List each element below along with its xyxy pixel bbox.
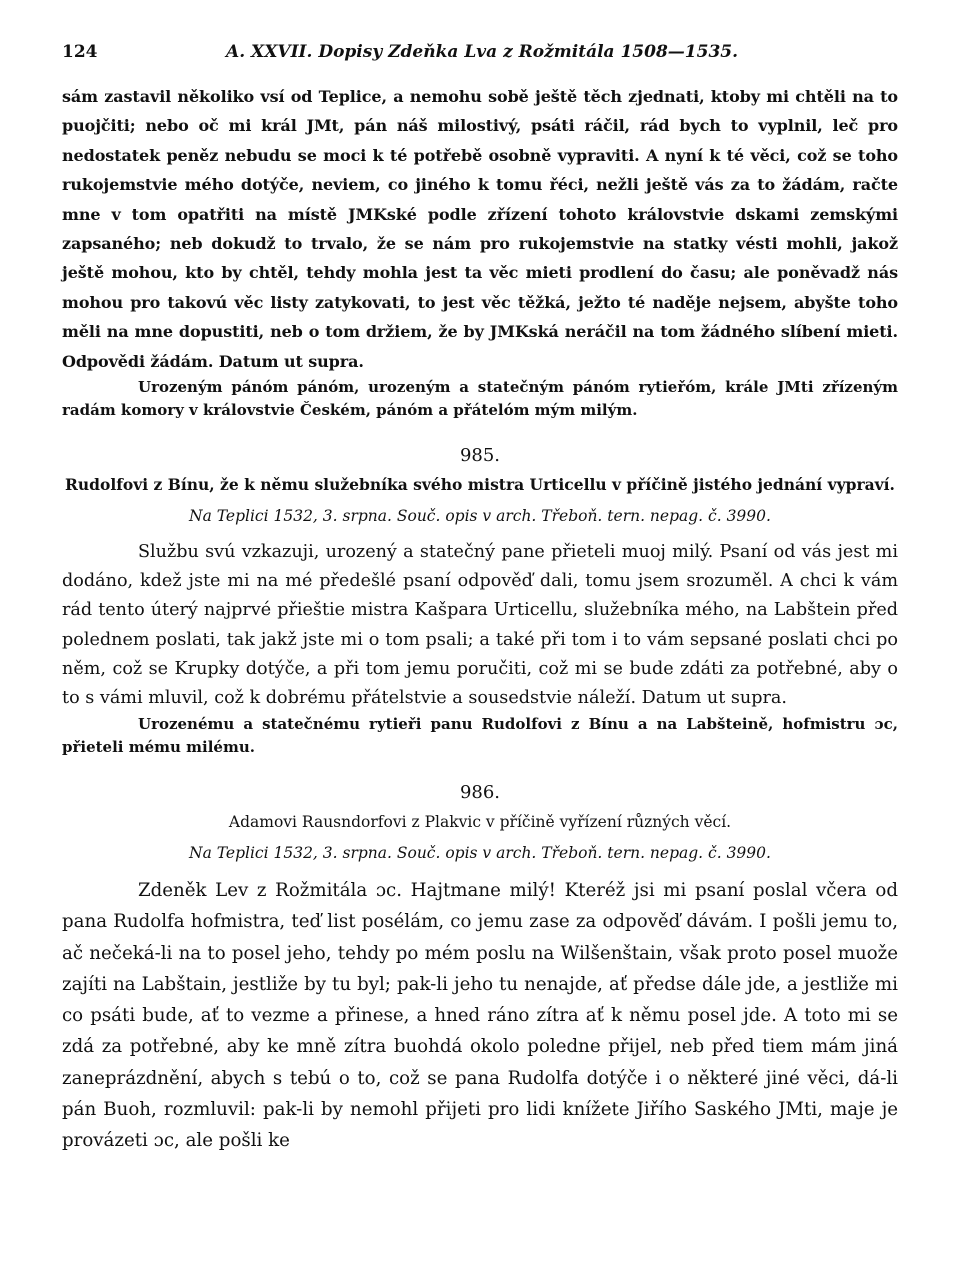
page-header xyxy=(62,38,898,82)
letter-985 xyxy=(62,444,898,759)
document-page xyxy=(62,38,898,1156)
page-number: 124 xyxy=(62,42,98,62)
letter-summary: Adamovi Rausndorfovi z Plakvic v příčině vyřízení různých věcí. xyxy=(228,813,732,832)
continuation-address: Urozeným pánóm pánóm, urozeným a statečným pánóm rytieřóm, krále JMti zřízeným radám komory v královstvie Českém, pánóm a přátelóm mým milým. xyxy=(62,378,898,420)
continuation-text: sám zastavil několiko vsí od Teplice, a nemohu sobě ještě těch zjednati, ktoby mi chtěli na to puojčiti; nebo oč mi král JMt, pán náš milostivý, psáti ráčil, rád bych to vyplnil, leč pro nedostatek peněz nebudu se moci k té potřebě osobně vypraviti. A nyní k té věci, což se toho rukojemstvie mého dotýče, neviem, co jiného k tomu řéci, nežli ještě vás za to žádám, račte mne v tom opatřiti na místě JMKské podle zřízení tohoto královstvie dskami zemskými zapsaného; neb dokudž to trvalo, že se nám pro rukojemstvie na statky vésti mohli, jakož ještě mohou, kto by chtěl, tehdy mohla jest ta věc mieti prodlení do času; ale poněvadž nás mohou pro takovú věc listy zatykovati, to jest věc těžká, ježto té naděje nejsem, abyšte toho měli na mne dopustiti, neb o tom držiem, že by JMKská neráčil na tom žádného slíbení mieti. Odpovědi žádám. Datum ut supra. xyxy=(62,87,898,371)
letter-address: Urozenému a statečnému rytieři panu Rudolfovi z Bínu a na Labšteině, hofmistru ɔc, přieteli mému milému. xyxy=(62,715,898,757)
letter-number: 986. xyxy=(459,782,501,804)
letter-number: 985. xyxy=(459,445,501,467)
running-title: A. XXVII. Dopisy Zdeňka Lva z Rožmitála 1508—1535. xyxy=(226,42,739,62)
letter-body: Službu svú vzkazuji, urozený a statečný pane přieteli muoj milý. Psaní od vás jest mi dodáno, kdež jste mi na mé předešlé psaní odpověď dali, tomu jsem srozuměl. A chci k vám rád tento úterý najprvé přieštie mistra Kašpara Urticellu, služebníka mého, na Labštein před polednem poslati, tak jakž jste mi o tom psali; a také při tom i to vám sepsané poslati chci po něm, což se Krupky dotýče, a při tom jemu poručiti, což mi se bude zdáti za potřebné, aby o to s vámi mluvil, což k dobrému přátelstvie a sousedstvie náleží. Datum ut supra. xyxy=(62,542,898,709)
letter-986 xyxy=(62,781,898,1156)
letter-summary: Rudolfovi z Bínu, že k němu služebníka svého mistra Urticellu v příčině jistého jednání vypraví. xyxy=(65,475,895,495)
letter-body: Zdeněk Lev z Rožmitála ɔc. Hajtmane milý! Kteréž jsi mi psaní poslal včera od pana Rudolfa hofmistra, teď list posélám, co jemu zase za odpověď dávám. I pošli jemu to, ač nečeká-li na to posel jeho, tehdy po mém poslu na Wilšenštain, však proto posel muože zajíti na Labštain, jestliže by tu byl; pak-li jeho tu nenajde, ať předse dále jde, a jestliže mi co psáti bude, ať to vezme a přinese, a hned ráno zítra ať k němu posel jde. A toto mi se zdá za potřebné, aby ke mně zítra buohdá okolo poledne přijel, neb před tiem mám jiná zaneprázdnění, abych s tebú o to, což se pana Rudolfa dotýče i o některé jiné věci, dá-li pán Buoh, rozmluvil: pak-li by nemohl přijeti pro lidi knížete Jiřího Saského JMti, maje je provázeti ɔc, ale pošli ke xyxy=(62,880,898,1151)
letter-source: Na Teplici 1532, 3. srpna. Souč. opis v arch. Třeboň. tern. nepag. č. 3990. xyxy=(189,844,771,863)
letter-source: Na Teplici 1532, 3. srpna. Souč. opis v arch. Třeboň. tern. nepag. č. 3990. xyxy=(189,507,771,526)
